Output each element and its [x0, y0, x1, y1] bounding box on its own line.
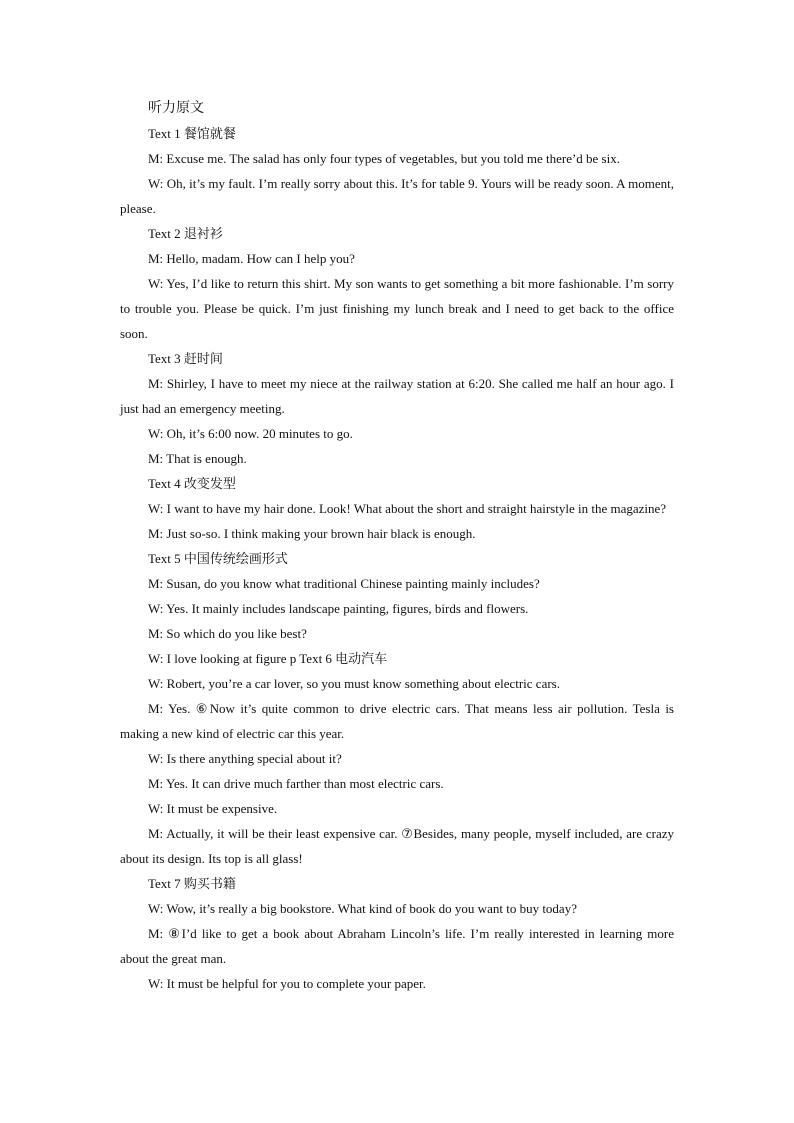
dialogue-line: W: I want to have my hair done. Look! What about the short and straight hairstyle in the magazine? — [148, 501, 667, 516]
dialogue-line: M: So which do you like best? — [148, 626, 307, 641]
dialogue-line: W: Yes. It mainly includes landscape painting, figures, birds and flowers. — [148, 601, 529, 616]
dialogue-line: W: Yes, I’d like to return this shirt. My son wants to get something a bit more fashionable. I’m sorry to trouble you. Please be quick. I’m just finishing my lunch break and I need to get back to the office soon. — [120, 276, 674, 341]
section-heading: Text 5 中国传统绘画形式 — [148, 551, 288, 566]
dialogue-line: W: Oh, it’s my fault. I’m really sorry about this. It’s for table 9. Yours will be ready soon. A moment, please. — [120, 176, 674, 216]
dialogue-line: M: Susan, do you know what traditional Chinese painting mainly includes? — [148, 576, 540, 591]
section-heading: Text 3 赶时间 — [148, 351, 223, 366]
dialogue-line: W: It must be helpful for you to complete your paper. — [148, 976, 426, 991]
dialogue-line: M: Actually, it will be their least expensive car. ⑦Besides, many people, myself included, are crazy about its design. Its top is all glass! — [120, 826, 674, 866]
dialogue-line: M: ⑧I’d like to get a book about Abraham Lincoln’s life. I’m really interested in learning more about the great man. — [120, 926, 674, 966]
dialogue-line: W: I love looking at figure p Text 6 电动汽车 — [148, 651, 388, 666]
dialogue-line: W: Robert, you’re a car lover, so you must know something about electric cars. — [148, 676, 560, 691]
section-heading: Text 1 餐馆就餐 — [148, 126, 236, 141]
section-heading: Text 4 改变发型 — [148, 476, 236, 491]
dialogue-line: M: Just so-so. I think making your brown hair black is enough. — [148, 526, 476, 541]
dialogue-line: M: Yes. It can drive much farther than most electric cars. — [148, 776, 444, 791]
dialogue-line: W: Wow, it’s really a big bookstore. What kind of book do you want to buy today? — [148, 901, 577, 916]
dialogue-line: M: That is enough. — [148, 451, 247, 466]
document-body — [120, 96, 674, 996]
dialogue-line: M: Hello, madam. How can I help you? — [148, 251, 355, 266]
dialogue-line: M: Yes. ⑥Now it’s quite common to drive electric cars. That means less air pollution. Tesla is making a new kind of electric car this year. — [120, 701, 674, 741]
section-heading: Text 7 购买书籍 — [148, 876, 236, 891]
section-heading: Text 2 退衬衫 — [148, 226, 223, 241]
document-title: 听力原文 — [148, 101, 204, 116]
dialogue-line: M: Excuse me. The salad has only four types of vegetables, but you told me there’d be six. — [148, 151, 620, 166]
dialogue-line: W: Oh, it’s 6:00 now. 20 minutes to go. — [148, 426, 353, 441]
dialogue-line: W: It must be expensive. — [148, 801, 278, 816]
dialogue-line: W: Is there anything special about it? — [148, 751, 342, 766]
dialogue-line: M: Shirley, I have to meet my niece at the railway station at 6:20. She called me half an hour ago. I just had an emergency meeting. — [120, 376, 674, 416]
